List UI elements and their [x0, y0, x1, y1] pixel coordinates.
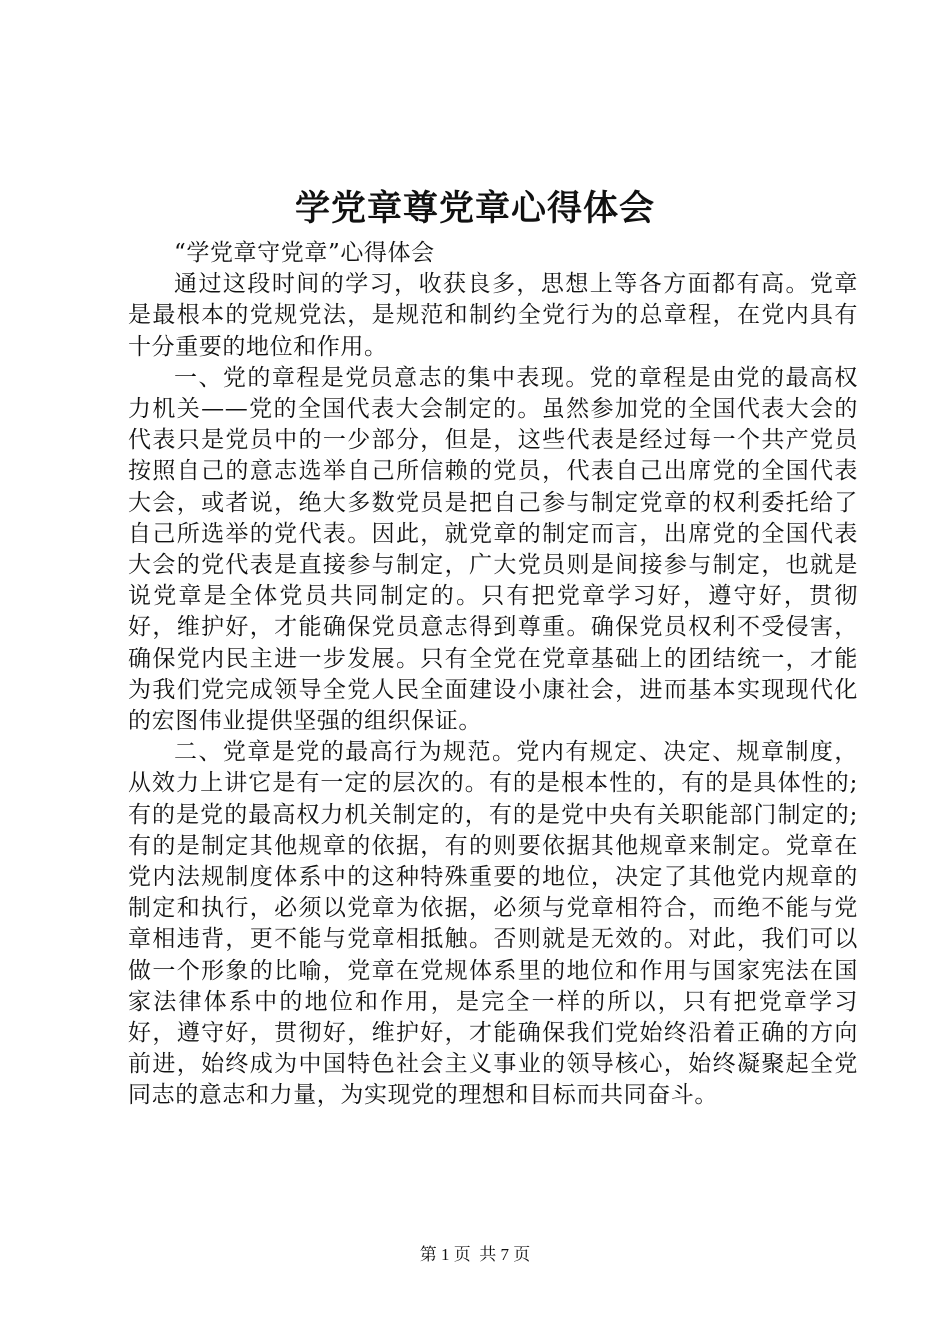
document-title: 学党章尊党章心得体会 — [294, 188, 655, 229]
page-footer — [0, 1244, 950, 1266]
section-two-paragraph: 二、党章是党的最高行为规范。党内有规定、决定、规章制度，从效力上讲它是有一定的层次的。有的是根本性的，有的是具体性的;有的是党的最高权力机关制定的，有的是党中央有关职能部门制定的;有的是制定其他规章的依据，有的则要依据其他规章来制定。党章在党内法规制度体系中的这种特殊重要的地位，决定了其他党内规章的制定和执行，必须以党章为依据，必须与党章相符合，而绝不能与党章相违背，更不能与党章相抵触。否则就是无效的。对此，我们可以做一个形象的比喻，党章在党规体系里的地位和作用与国家宪法在国家法律体系中的地位和作用，是完全一样的所以，只有把党章学习好，遵守好，贯彻好，维护好，才能确保我们党始终沿着正确的方向前进，始终成为中国特色社会主义事业的领导核心，始终凝聚起全党同志的意志和力量，为实现党的理想和目标而共同奋斗。 — [128, 739, 858, 1109]
document-body — [128, 238, 858, 1112]
section-one-paragraph: 一、党的章程是党员意志的集中表现。党的章程是由党的最高权力机关——党的全国代表大会制定的。虽然参加党的全国代表大会的代表只是党员中的一少部分，但是，这些代表是经过每一个共产党员按照自己的意志选举自己所信赖的党员，代表自己出席党的全国代表大会，或者说，绝大多数党员是把自己参与制定党章的权利委托给了自己所选举的党代表。因此，就党章的制定而言，出席党的全国代表大会的党代表是直接参与制定，广大党员则是间接参与制定，也就是说党章是全体党员共同制定的。只有把党章学习好，遵守好，贯彻好，维护好，才能确保党员意志得到尊重。确保党员权利不受侵害，确保党内民主进一步发展。只有全党在党章基础上的团结统一，才能为我们党完成领导全党人民全面建设小康社会，进而基本实现现代化的宏图伟业提供坚强的组织保证。 — [128, 364, 858, 735]
page-number-label: 第 1 页 共 7 页 — [419, 1245, 531, 1264]
intro-paragraph: 通过这段时间的学习，收获良多，思想上等各方面都有高。党章是最根本的党规党法，是规范和制约全党行为的总章程，在党内具有十分重要的地位和作用。 — [128, 271, 858, 360]
subtitle-paragraph: “学党章守党章”心得体会 — [174, 240, 435, 266]
